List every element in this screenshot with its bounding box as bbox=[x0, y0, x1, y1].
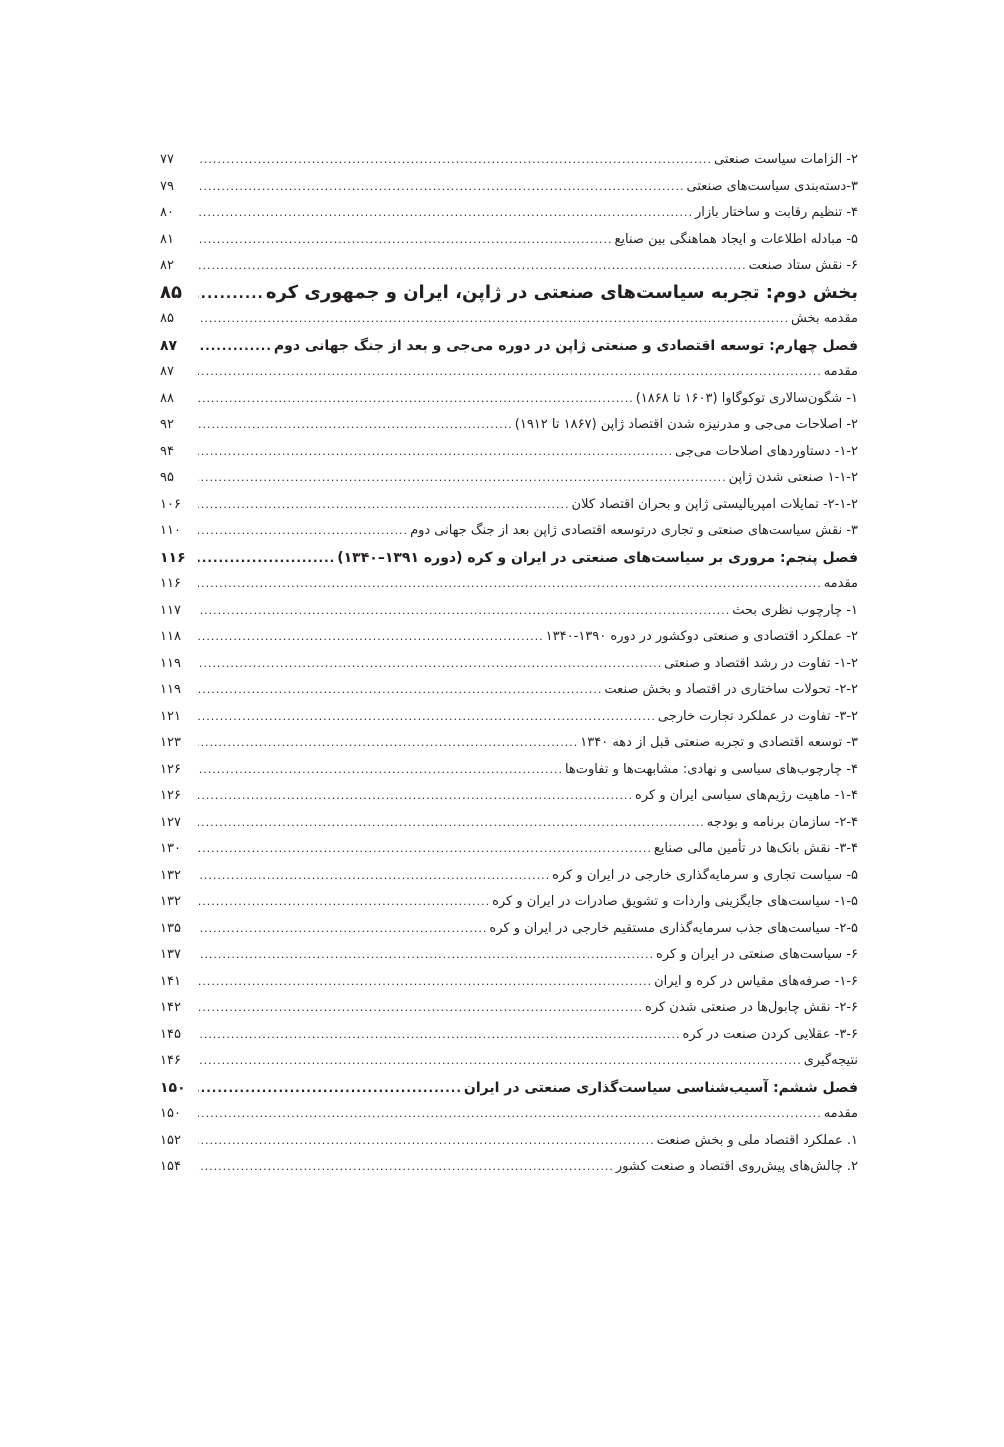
toc-entry[interactable] bbox=[160, 1128, 858, 1155]
dot-leader bbox=[198, 253, 747, 280]
toc-entry-title: ۵- مبادله اطلاعات و ایجاد هماهنگی بین صنایع bbox=[614, 231, 858, 247]
toc-entry-title: ۳- توسعه اقتصادی و تجربه صنعتی قبل از دهه ۱۳۴۰ bbox=[580, 735, 858, 750]
toc-page-number: ۱۱۸ bbox=[160, 629, 181, 644]
toc-page-number: ۱۲۷ bbox=[160, 814, 181, 830]
dot-leader bbox=[198, 677, 602, 704]
toc-entry[interactable] bbox=[160, 863, 858, 890]
toc-page-number: ۱۲۶ bbox=[160, 788, 181, 803]
toc-page-number: ۸۵ bbox=[160, 281, 182, 303]
toc-page-number: ۱۱۹ bbox=[160, 655, 181, 671]
dot-leader bbox=[198, 386, 634, 413]
toc-page-number: ۸۲ bbox=[160, 258, 174, 273]
toc-entry[interactable] bbox=[160, 836, 858, 863]
toc-entry-title: ۲-۵- سیاست‌های جذب سرمایه‌گذاری مستقیم خارجی در ایران و کره bbox=[489, 920, 858, 936]
toc-page-number: ۱۰۶ bbox=[160, 496, 181, 512]
toc-page-number: ۱۳۷ bbox=[160, 947, 181, 962]
dot-leader bbox=[198, 359, 822, 386]
toc-entry-title: ۳-۶- عقلایی کردن صنعت در کره bbox=[682, 1026, 858, 1042]
dot-leader bbox=[198, 942, 654, 969]
toc-entry[interactable] bbox=[160, 174, 858, 201]
toc-entry[interactable] bbox=[160, 889, 858, 916]
toc-entry-title: ۲- اصلاحات می‌جی و مدرنیزه شدن اقتصاد ژاپن (۱۸۶۷ تا ۱۹۱۲) bbox=[514, 417, 858, 432]
toc-page-number: ۱۳۲ bbox=[160, 867, 181, 883]
toc-page-number: ۱۵۰ bbox=[160, 1106, 181, 1121]
toc-entry-title: ۱-۲- تفاوت در رشد اقتصاد و صنعتی bbox=[664, 655, 858, 671]
dot-leader bbox=[198, 1101, 822, 1128]
toc-entry[interactable] bbox=[160, 465, 858, 492]
toc-entry-title: ۲-۲- تحولات ساختاری در اقتصاد و بخش صنعت bbox=[604, 682, 858, 697]
toc-entry-title: ۴- تنظیم رقابت و ساختار بازار bbox=[694, 205, 858, 220]
toc-entry[interactable] bbox=[160, 359, 858, 386]
toc-entry[interactable] bbox=[160, 757, 858, 784]
toc-entry-title: ۳-۴- نقش بانک‌ها در تأمین مالی صنایع bbox=[653, 841, 858, 856]
toc-entry[interactable] bbox=[160, 1022, 858, 1049]
toc-entry[interactable] bbox=[160, 704, 858, 731]
toc-entry-title: بخش دوم: تجربه سیاست‌های صنعتی در ژاپن، ایران و جمهوری کره bbox=[265, 281, 858, 303]
toc-page-number: ۱۵۲ bbox=[160, 1132, 181, 1148]
toc-entry[interactable] bbox=[160, 942, 858, 969]
toc-entry-title: ۳-دسته‌بندی سیاست‌های صنعتی bbox=[686, 178, 858, 194]
toc-entry-title: ۶- نقش ستاد صنعت bbox=[748, 258, 858, 273]
toc-page-number: ۷۷ bbox=[160, 152, 174, 167]
toc-entry[interactable] bbox=[160, 624, 858, 651]
toc-chapter-heading[interactable] bbox=[160, 1075, 858, 1102]
dot-leader bbox=[198, 969, 652, 996]
dot-leader bbox=[198, 200, 693, 227]
toc-entry-title: ۲- الزامات سیاست صنعتی bbox=[713, 152, 858, 167]
dot-leader bbox=[198, 439, 673, 466]
toc-page-number: ۱۴۶ bbox=[160, 1053, 181, 1068]
toc-entry-title: فصل چهارم: توسعه اقتصادی و صنعتی ژاپن در دوره می‌جی و بعد از جنگ جهانی دوم bbox=[273, 337, 858, 354]
toc-entry-title: ۴- چارچوب‌های سیاسی و نهادی: مشابهت‌ها و تفاوت‌ها bbox=[564, 761, 858, 777]
dot-leader bbox=[198, 227, 612, 254]
toc-entry-title: ۱-۵- سیاست‌های جایگزینی واردات و تشویق صادرات در ایران و کره bbox=[492, 894, 858, 909]
toc-entry-title: مقدمه bbox=[823, 576, 858, 591]
toc-entry-title: ۱-۲- دستاوردهای اصلاحات می‌جی bbox=[675, 443, 858, 459]
toc-entry-title: ۱- چارچوب نظری بحث bbox=[732, 602, 858, 618]
toc-page-number: ۷۹ bbox=[160, 178, 174, 194]
dot-leader bbox=[198, 995, 643, 1022]
toc-entry[interactable] bbox=[160, 598, 858, 625]
dot-leader bbox=[198, 916, 487, 943]
dot-leader bbox=[198, 730, 578, 757]
toc-entry[interactable] bbox=[160, 253, 858, 280]
toc-entry-title: ۲-۶- نقش چابول‌ها در صنعتی شدن کره bbox=[645, 1000, 858, 1015]
dot-leader bbox=[198, 624, 544, 651]
toc-page-number: ۱۱۹ bbox=[160, 682, 181, 697]
toc-page-number: ۱۲۱ bbox=[160, 708, 181, 724]
dot-leader bbox=[198, 863, 550, 890]
toc-entry-title: ۱. عملکرد اقتصاد ملی و بخش صنعت bbox=[656, 1132, 858, 1148]
toc-entry[interactable] bbox=[160, 227, 858, 254]
toc-entry[interactable] bbox=[160, 730, 858, 757]
toc-entry[interactable] bbox=[160, 518, 858, 545]
toc-entry-title: ۶- سیاست‌های صنعتی در ایران و کره bbox=[656, 947, 858, 962]
dot-leader bbox=[198, 889, 490, 916]
toc-entry[interactable] bbox=[160, 439, 858, 466]
toc-entry[interactable] bbox=[160, 1048, 858, 1075]
toc-entry[interactable] bbox=[160, 995, 858, 1022]
toc-entry[interactable] bbox=[160, 571, 858, 598]
toc-entry-title: ۱-۴- ماهیت رژیم‌های سیاسی ایران و کره bbox=[635, 788, 858, 803]
toc-entry[interactable] bbox=[160, 386, 858, 413]
dot-leader bbox=[198, 783, 633, 810]
toc-page-number: ۱۳۲ bbox=[160, 894, 181, 909]
dot-leader bbox=[198, 147, 712, 174]
dot-leader bbox=[198, 810, 705, 837]
dot-leader bbox=[198, 518, 408, 545]
dot-leader bbox=[198, 281, 264, 307]
dot-leader bbox=[198, 465, 727, 492]
toc-entry[interactable] bbox=[160, 810, 858, 837]
toc-entry[interactable] bbox=[160, 306, 858, 333]
toc-entry-title: ۱-۱-۲ صنعتی شدن ژاپن bbox=[728, 470, 858, 485]
dot-leader bbox=[198, 757, 563, 784]
toc-page-number: ۸۷ bbox=[160, 364, 174, 379]
toc-entry-title: مقدمه bbox=[823, 364, 858, 379]
toc-entry-title: ۲-۴- سازمان برنامه و بودجه bbox=[706, 814, 858, 830]
dot-leader bbox=[198, 333, 272, 360]
toc-page-number: ۱۱۰ bbox=[160, 523, 181, 538]
toc-entry-title: ۱-۶- صرفه‌های مقیاس در کره و ایران bbox=[654, 973, 858, 989]
dot-leader bbox=[198, 545, 335, 572]
toc-entry[interactable] bbox=[160, 1101, 858, 1128]
toc-page-number: ۱۱۶ bbox=[160, 549, 186, 566]
toc-page-number: ۱۱۷ bbox=[160, 602, 181, 618]
toc-page-number: ۹۵ bbox=[160, 470, 174, 485]
toc-entry[interactable] bbox=[160, 916, 858, 943]
toc-chapter-heading[interactable] bbox=[160, 545, 858, 572]
toc-entry-title: ۳-۲- تفاوت در عملکرد تجارت خارجی bbox=[657, 708, 858, 724]
toc-entry-title: ۲. چالش‌های پیش‌روی اقتصاد و صنعت کشور bbox=[615, 1159, 858, 1174]
dot-leader bbox=[198, 598, 730, 625]
toc-entry-title: ۲-۱-۲- تمایلات امپریالیستی ژاپن و بحران اقتصاد کلان bbox=[571, 496, 858, 512]
toc-page-number: ۸۱ bbox=[160, 231, 174, 247]
table-of-contents bbox=[160, 147, 858, 1181]
toc-page-number: ۱۴۱ bbox=[160, 973, 181, 989]
toc-entry-title: نتیجه‌گیری bbox=[803, 1053, 858, 1068]
toc-page-number: ۸۵ bbox=[160, 311, 174, 326]
toc-page-number: ۱۱۶ bbox=[160, 576, 181, 591]
dot-leader bbox=[198, 306, 789, 333]
toc-page-number: ۱۲۳ bbox=[160, 735, 181, 750]
toc-part-heading[interactable] bbox=[160, 280, 858, 307]
toc-entry[interactable] bbox=[160, 412, 858, 439]
toc-entry[interactable] bbox=[160, 492, 858, 519]
toc-entry-title: ۱- شگون‌سالاری توکوگاوا (۱۶۰۳ تا ۱۸۶۸) bbox=[635, 390, 858, 406]
toc-entry-title: ۳- نقش سیاست‌های صنعتی و تجاری درتوسعه اقتصادی ژاپن بعد از جنگ جهانی دوم bbox=[410, 523, 858, 538]
toc-entry-title: مقدمه bbox=[823, 1106, 858, 1121]
toc-page-number: ۹۴ bbox=[160, 443, 174, 459]
toc-page-number: ۱۵۴ bbox=[160, 1159, 181, 1174]
dot-leader bbox=[198, 174, 685, 201]
toc-entry[interactable] bbox=[160, 969, 858, 996]
toc-page-number: ۸۸ bbox=[160, 390, 174, 406]
toc-page-number: ۸۰ bbox=[160, 205, 174, 220]
dot-leader bbox=[198, 704, 656, 731]
dot-leader bbox=[198, 1075, 462, 1102]
toc-entry[interactable] bbox=[160, 147, 858, 174]
toc-page-number: ۱۴۵ bbox=[160, 1026, 181, 1042]
toc-entry-title: فصل پنجم: مروری بر سیاست‌های صنعتی در ایران و کره (دوره ۱۳۹۱–۱۳۴۰) bbox=[337, 549, 858, 566]
toc-entry[interactable] bbox=[160, 200, 858, 227]
toc-entry[interactable] bbox=[160, 677, 858, 704]
dot-leader bbox=[198, 1048, 802, 1075]
toc-page-number: ۸۷ bbox=[160, 337, 178, 354]
dot-leader bbox=[198, 1022, 681, 1049]
toc-page-number: ۱۳۰ bbox=[160, 841, 181, 856]
toc-page-number: ۹۲ bbox=[160, 417, 174, 432]
toc-entry-title: ۲- عملکرد اقتصادی و صنعتی دوکشور در دوره ۱۳۹۰-۱۳۴۰ bbox=[545, 629, 858, 644]
toc-entry[interactable] bbox=[160, 1154, 858, 1181]
toc-entry-title: مقدمه بخش bbox=[790, 311, 858, 326]
dot-leader bbox=[198, 492, 570, 519]
dot-leader bbox=[198, 571, 822, 598]
dot-leader bbox=[198, 651, 662, 678]
dot-leader bbox=[198, 1154, 614, 1181]
toc-page-number: ۱۳۵ bbox=[160, 920, 181, 936]
dot-leader bbox=[198, 1128, 655, 1155]
dot-leader bbox=[198, 836, 652, 863]
toc-page-number: ۱۴۲ bbox=[160, 1000, 181, 1015]
toc-page-number: ۱۵۰ bbox=[160, 1079, 186, 1096]
toc-entry-title: فصل ششم: آسیب‌شناسی سیاست‌گذاری صنعتی در ایران bbox=[463, 1079, 858, 1096]
toc-chapter-heading[interactable] bbox=[160, 333, 858, 360]
toc-entry-title: ۵- سیاست تجاری و سرمایه‌گذاری خارجی در ایران و کره bbox=[552, 867, 858, 883]
dot-leader bbox=[198, 412, 513, 439]
toc-entry[interactable] bbox=[160, 783, 858, 810]
toc-entry[interactable] bbox=[160, 651, 858, 678]
toc-page-number: ۱۲۶ bbox=[160, 761, 181, 777]
